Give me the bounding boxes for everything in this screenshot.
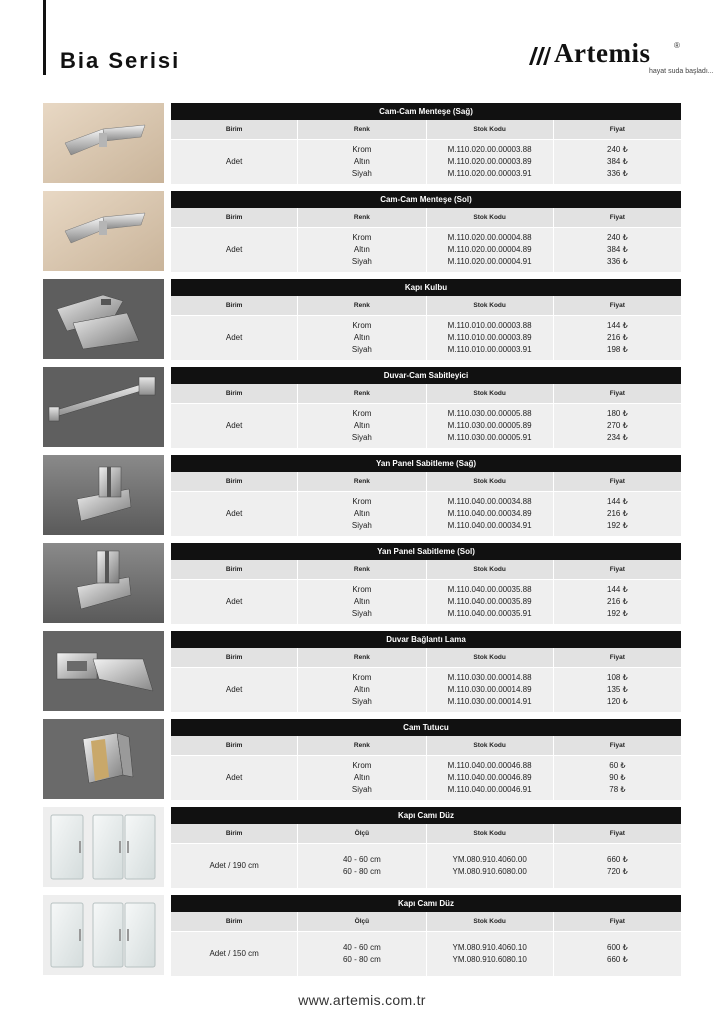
price: 144 ₺ (607, 321, 628, 330)
product-image (43, 103, 164, 183)
product-table (171, 895, 681, 976)
logo-registered-mark: ® (674, 41, 680, 50)
stock-code: M.110.040.00.00034.91 (447, 521, 532, 530)
stock-code-cell (426, 756, 553, 800)
product-title: Kapı Camı Düz (171, 895, 681, 912)
unit-cell (171, 316, 297, 360)
table-header-row (171, 384, 681, 404)
table-body-row (171, 668, 681, 712)
stock-code: M.110.020.00.00003.89 (447, 157, 532, 166)
stock-code: M.110.040.00.00034.88 (447, 497, 532, 506)
header-option: Renk (297, 648, 425, 667)
price: 144 ₺ (607, 497, 628, 506)
header-price: Fiyat (553, 120, 681, 139)
option-cell (297, 844, 425, 888)
option-value: Krom (352, 585, 372, 594)
product-image (43, 807, 164, 887)
unit-cell (171, 140, 297, 184)
artemis-logo (527, 38, 714, 80)
price: 108 ₺ (607, 673, 628, 682)
stock-code: M.110.030.00.00014.89 (447, 685, 532, 694)
price: 216 ₺ (607, 333, 628, 342)
header-price: Fiyat (553, 824, 681, 843)
product-title: Duvar-Cam Sabitleyici (171, 367, 681, 384)
option-cell (297, 316, 425, 360)
option-value: Krom (352, 409, 372, 418)
option-cell (297, 580, 425, 624)
option-value: Siyah (351, 785, 372, 794)
price-cell (553, 228, 681, 272)
header-option: Renk (297, 208, 425, 227)
wall-stabilizer-icon (43, 367, 164, 447)
header-stock-code: Stok Kodu (426, 384, 553, 403)
option-value: Krom (352, 761, 372, 770)
header-stock-code: Stok Kodu (426, 472, 553, 491)
price: 192 ₺ (607, 609, 628, 618)
unit-cell (171, 756, 297, 800)
product-table (171, 455, 681, 536)
header-stock-code: Stok Kodu (426, 736, 553, 755)
stock-code: YM.080.910.6080.00 (452, 867, 527, 876)
price: 240 ₺ (607, 145, 628, 154)
stock-code: M.110.040.00.00035.91 (447, 609, 532, 618)
table-header-row (171, 736, 681, 756)
header-stock-code: Stok Kodu (426, 824, 553, 843)
table-body-row (171, 492, 681, 536)
option-value: Altın (353, 157, 370, 166)
unit-value: Adet (225, 597, 243, 606)
unit-cell (171, 844, 297, 888)
product-block (43, 103, 681, 191)
hinge-beige-icon (43, 191, 164, 271)
option-value: Siyah (351, 697, 372, 706)
product-block (43, 719, 681, 807)
stock-code: M.110.030.00.00014.91 (447, 697, 532, 706)
price-cell (553, 668, 681, 712)
stock-code: M.110.010.00.00003.91 (447, 345, 532, 354)
unit-cell (171, 492, 297, 536)
table-header-row (171, 120, 681, 140)
table-body-row (171, 932, 681, 976)
price-cell (553, 756, 681, 800)
product-title: Kapı Kulbu (171, 279, 681, 296)
price-cell (553, 492, 681, 536)
header-option: Ölçü (297, 912, 425, 931)
price: 135 ₺ (607, 685, 628, 694)
stock-code-cell (426, 316, 553, 360)
stock-code-cell (426, 844, 553, 888)
stock-code: M.110.040.00.00034.89 (447, 509, 532, 518)
stock-code: M.110.040.00.00046.89 (447, 773, 532, 782)
header-price: Fiyat (553, 648, 681, 667)
unit-cell (171, 228, 297, 272)
unit-value: Adet / 190 cm (209, 861, 259, 870)
price: 198 ₺ (607, 345, 628, 354)
unit-cell (171, 668, 297, 712)
header-price: Fiyat (553, 560, 681, 579)
table-body-row (171, 228, 681, 272)
stock-code: M.110.040.00.00035.89 (447, 597, 532, 606)
option-value: Krom (352, 233, 372, 242)
product-block (43, 543, 681, 631)
product-title: Cam-Cam Menteşe (Sol) (171, 191, 681, 208)
price: 78 ₺ (609, 785, 626, 794)
stock-code: M.110.020.00.00003.88 (447, 145, 532, 154)
table-header-row (171, 472, 681, 492)
stock-code: M.110.030.00.00005.89 (447, 421, 532, 430)
product-table (171, 807, 681, 888)
option-value: Siyah (351, 609, 372, 618)
option-value: 40 - 60 cm (342, 855, 381, 864)
stock-code: M.110.020.00.00004.88 (447, 233, 532, 242)
option-cell (297, 932, 425, 976)
stock-code: M.110.020.00.00004.91 (447, 257, 532, 266)
header-option: Renk (297, 120, 425, 139)
price: 180 ₺ (607, 409, 628, 418)
option-value: Krom (352, 673, 372, 682)
product-block (43, 807, 681, 895)
option-value: Altın (353, 773, 370, 782)
price-cell (553, 844, 681, 888)
price-cell (553, 404, 681, 448)
option-value: Altın (353, 245, 370, 254)
product-image (43, 895, 164, 975)
price: 144 ₺ (607, 585, 628, 594)
table-body-row (171, 140, 681, 184)
stock-code: M.110.040.00.00046.88 (447, 761, 532, 770)
product-title: Duvar Bağlantı Lama (171, 631, 681, 648)
option-value: Altın (353, 685, 370, 694)
page-title: Bia Serisi (60, 48, 181, 73)
price: 216 ₺ (607, 509, 628, 518)
price: 270 ₺ (607, 421, 628, 430)
door-handle-icon (43, 279, 164, 359)
table-body-row (171, 316, 681, 360)
stock-code-cell (426, 492, 553, 536)
header-option: Renk (297, 296, 425, 315)
header-price: Fiyat (553, 384, 681, 403)
unit-cell (171, 580, 297, 624)
header-price: Fiyat (553, 736, 681, 755)
header-stock-code: Stok Kodu (426, 120, 553, 139)
footer-website-link[interactable]: www.artemis.com.tr (298, 992, 426, 1008)
header-unit: Birim (225, 918, 243, 925)
header-price: Fiyat (553, 208, 681, 227)
price-cell (553, 932, 681, 976)
header-option: Renk (297, 472, 425, 491)
table-body-row (171, 844, 681, 888)
wall-connector-icon (43, 631, 164, 711)
price: 90 ₺ (609, 773, 626, 782)
table-body-row (171, 404, 681, 448)
stock-code: M.110.010.00.00003.88 (447, 321, 532, 330)
header-option: Renk (297, 560, 425, 579)
glass-door-icon (43, 895, 164, 975)
table-header-row (171, 824, 681, 844)
product-table (171, 719, 681, 800)
header-unit: Birim (225, 830, 243, 837)
header-stock-code: Stok Kodu (426, 208, 553, 227)
product-title: Kapı Camı Düz (171, 807, 681, 824)
table-header-row (171, 648, 681, 668)
price: 720 ₺ (607, 867, 628, 876)
stock-code-cell (426, 932, 553, 976)
option-cell (297, 404, 425, 448)
glass-door-icon (43, 807, 164, 887)
option-value: Altın (353, 421, 370, 430)
header-price: Fiyat (553, 912, 681, 931)
option-value: Siyah (351, 345, 372, 354)
price: 240 ₺ (607, 233, 628, 242)
header-option: Renk (297, 384, 425, 403)
price: 336 ₺ (607, 257, 628, 266)
unit-cell (171, 932, 297, 976)
header-unit: Birim (225, 566, 243, 573)
side-panel-clamp-icon (43, 455, 164, 535)
table-header-row (171, 912, 681, 932)
option-value: Altın (353, 509, 370, 518)
option-value: Siyah (351, 169, 372, 178)
product-block (43, 191, 681, 279)
header-unit: Birim (225, 742, 243, 749)
product-image (43, 543, 164, 623)
header-unit: Birim (225, 478, 243, 485)
option-cell (297, 228, 425, 272)
stock-code: M.110.030.00.00014.88 (447, 673, 532, 682)
product-image (43, 719, 164, 799)
product-table (171, 543, 681, 624)
logo-name: Artemis (554, 38, 651, 68)
option-value: Siyah (351, 433, 372, 442)
header-unit: Birim (225, 302, 243, 309)
option-value: Siyah (351, 521, 372, 530)
option-cell (297, 756, 425, 800)
stock-code: YM.080.910.4060.00 (452, 855, 527, 864)
side-panel-clamp-icon (43, 543, 164, 623)
unit-value: Adet (225, 421, 243, 430)
header-stock-code: Stok Kodu (426, 296, 553, 315)
option-value: 60 - 80 cm (342, 955, 381, 964)
unit-value: Adet (225, 245, 243, 254)
unit-value: Adet (225, 509, 243, 518)
header-option: Ölçü (297, 824, 425, 843)
product-title: Yan Panel Sabitleme (Sol) (171, 543, 681, 560)
stock-code: M.110.020.00.00004.89 (447, 245, 532, 254)
option-value: 40 - 60 cm (342, 943, 381, 952)
option-value: 60 - 80 cm (342, 867, 381, 876)
header-option: Renk (297, 736, 425, 755)
price: 660 ₺ (607, 855, 628, 864)
price: 192 ₺ (607, 521, 628, 530)
header-stock-code: Stok Kodu (426, 912, 553, 931)
stock-code: M.110.020.00.00003.91 (447, 169, 532, 178)
option-cell (297, 668, 425, 712)
stock-code-cell (426, 580, 553, 624)
price-cell (553, 140, 681, 184)
product-title: Yan Panel Sabitleme (Sağ) (171, 455, 681, 472)
product-table (171, 631, 681, 712)
product-image (43, 279, 164, 359)
product-block (43, 367, 681, 455)
product-block (43, 279, 681, 367)
product-image (43, 367, 164, 447)
stock-code: YM.080.910.4060.10 (452, 943, 527, 952)
unit-value: Adet (225, 333, 243, 342)
header-unit: Birim (225, 654, 243, 661)
logo-tagline: hayat suda başladı... (649, 68, 714, 75)
option-value: Altın (353, 333, 370, 342)
stock-code: M.110.030.00.00005.88 (447, 409, 532, 418)
price: 336 ₺ (607, 169, 628, 178)
product-list (43, 103, 681, 983)
product-block (43, 455, 681, 543)
option-value: Krom (352, 145, 372, 154)
hinge-beige-icon (43, 103, 164, 183)
unit-cell (171, 404, 297, 448)
product-image (43, 455, 164, 535)
table-body-row (171, 580, 681, 624)
table-header-row (171, 296, 681, 316)
price: 216 ₺ (607, 597, 628, 606)
stock-code-cell (426, 668, 553, 712)
table-header-row (171, 208, 681, 228)
unit-value: Adet (225, 773, 243, 782)
header-stock-code: Stok Kodu (426, 648, 553, 667)
price: 60 ₺ (609, 761, 626, 770)
product-table (171, 191, 681, 272)
product-image (43, 191, 164, 271)
stock-code: M.110.040.00.00046.91 (447, 785, 532, 794)
price-cell (553, 316, 681, 360)
stock-code: M.110.040.00.00035.88 (447, 585, 532, 594)
option-value: Altın (353, 597, 370, 606)
table-header-row (171, 560, 681, 580)
unit-value: Adet (225, 157, 243, 166)
option-cell (297, 140, 425, 184)
option-cell (297, 492, 425, 536)
product-title: Cam Tutucu (171, 719, 681, 736)
option-value: Siyah (351, 257, 372, 266)
unit-value: Adet (225, 685, 243, 694)
header-unit: Birim (225, 390, 243, 397)
stock-code-cell (426, 228, 553, 272)
product-table (171, 367, 681, 448)
header-stock-code: Stok Kodu (426, 560, 553, 579)
stock-code-cell (426, 140, 553, 184)
product-table (171, 279, 681, 360)
price-cell (553, 580, 681, 624)
header-accent-bar (43, 0, 46, 75)
header-unit: Birim (225, 126, 243, 133)
product-title: Cam-Cam Menteşe (Sağ) (171, 103, 681, 120)
stock-code: M.110.030.00.00005.91 (447, 433, 532, 442)
stock-code: YM.080.910.6080.10 (452, 955, 527, 964)
price: 120 ₺ (607, 697, 628, 706)
product-image (43, 631, 164, 711)
unit-value: Adet / 150 cm (209, 949, 259, 958)
header-price: Fiyat (553, 296, 681, 315)
header-price: Fiyat (553, 472, 681, 491)
price: 384 ₺ (607, 157, 628, 166)
stock-code-cell (426, 404, 553, 448)
logo-stripes-icon (527, 45, 551, 65)
price: 234 ₺ (607, 433, 628, 442)
product-table (171, 103, 681, 184)
price: 384 ₺ (607, 245, 628, 254)
product-block (43, 895, 681, 983)
product-block (43, 631, 681, 719)
option-value: Krom (352, 321, 372, 330)
option-value: Krom (352, 497, 372, 506)
table-body-row (171, 756, 681, 800)
price: 660 ₺ (607, 955, 628, 964)
header-unit: Birim (225, 214, 243, 221)
glass-holder-icon (43, 719, 164, 799)
stock-code: M.110.010.00.00003.89 (447, 333, 532, 342)
price: 600 ₺ (607, 943, 628, 952)
